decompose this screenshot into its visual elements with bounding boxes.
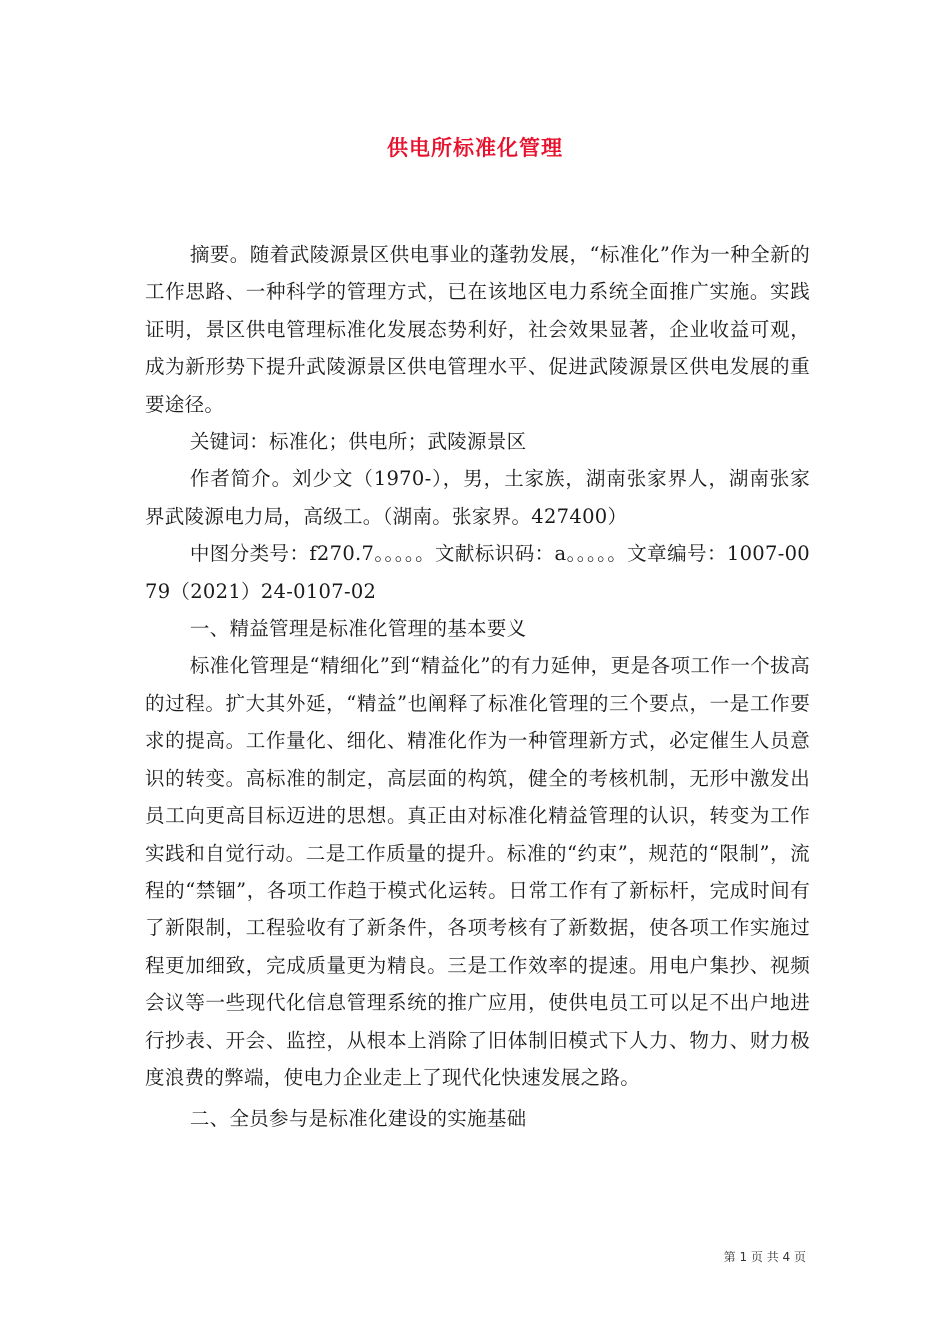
page-title: 供电所标准化管理: [387, 136, 563, 160]
keywords-paragraph: 关键词：标准化；供电所；武陵源景区: [189, 430, 527, 454]
section-1-body: 标准化管理是“精细化”到“精益化”的有力延伸，更是各项工作一个拔高的过程。扩大其外延，“精益”也阐释了标准化管理的三个要点，一是工作要求的提高。工作量化、细化、精准化作为一种管理新方式，必定催生人员意识的转变。高标准的制定，高层面的构筑，健全的考核机制，无形中激发出员工向更高目标迈进的思想。真正由对标准化精益管理的认识，转变为工作实践和自觉行动。二是工作质量的提升。标准的“约束”，规范的“限制”，流程的“禁锢”，各项工作趋于模式化运转。日常工作有了新标杆，完成时间有了新限制，工程验收有了新条件，各项考核有了新数据，使各项工作实施过程更加细致，完成质量更为精良。三是工作效率的提速。用电户集抄、视频会议等一些现代化信息管理系统的推广应用，使供电员工可以足不出户地进行抄表、开会、监控，从根本上消除了旧体制旧模式下人力、物力、财力极度浪费的弊端，使电力企业走上了现代化快速发展之路。: [145, 654, 810, 1089]
page-number: 第 1 页 共 4 页: [723, 1250, 806, 1264]
section-heading-2: 二、全员参与是标准化建设的实施基础: [189, 1107, 527, 1131]
classification-paragraph: 中图分类号：f270.7。。。。。文献标识码：a。。。。。文章编号：1007-0079（2021）24-0107-02: [145, 542, 810, 603]
document-body: [145, 236, 810, 1138]
section-heading-1: 一、精益管理是标准化管理的基本要义: [189, 617, 527, 641]
author-bio-paragraph: 作者简介。刘少文（1970-），男，土家族，湖南张家界人，湖南张家界武陵源电力局，高级工。（湖南。张家界。427400）: [145, 467, 810, 528]
abstract-paragraph: 摘要。随着武陵源景区供电事业的蓬勃发展，“标准化”作为一种全新的工作思路、一种科学的管理方式，已在该地区电力系统全面推广实施。实践证明，景区供电管理标准化发展态势利好，社会效果显著，企业收益可观，成为新形势下提升武陵源景区供电管理水平、促进武陵源景区供电发展的重要途径。: [145, 243, 810, 416]
